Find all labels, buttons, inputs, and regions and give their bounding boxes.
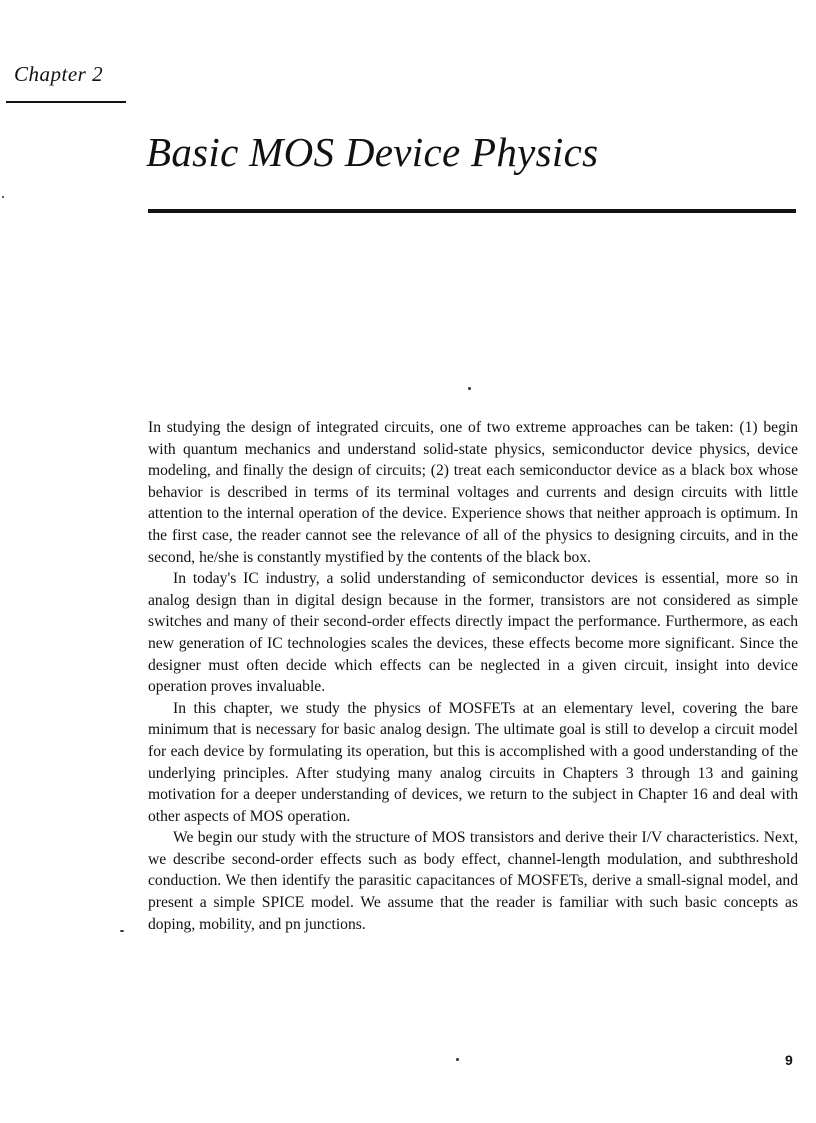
chapter-label: Chapter 2 bbox=[14, 62, 104, 86]
body-text bbox=[148, 417, 798, 935]
paragraph-3: In this chapter, we study the physics of MOSFETs at an elementary level, covering the bare minimum that is necessary for basic analog design. The ultimate goal is still to develop a circuit model for each device by formulating its operation, but this is accomplished with a good understanding of the underlying principles. After studying many analog circuits in Chapters 3 through 13 and gaining motivation for a deeper understanding of devices, we return to the subject in Chapter 16 and deal with other aspects of MOS operation. bbox=[148, 699, 798, 825]
scan-speck bbox=[120, 930, 124, 932]
page-number: 9 bbox=[785, 1052, 793, 1068]
chapter-label-rule bbox=[6, 101, 126, 103]
chapter-title: Basic MOS Device Physics bbox=[146, 129, 599, 175]
paragraph-1: In studying the design of integrated circuits, one of two extreme approaches can be taken: (1) begin with quantum mechanics and understand solid-state physics, semiconductor device physics, device modeling, and finally the design of circuits; (2) treat each semiconductor device as a black box whose behavior is described in terms of its terminal voltages and currents and design circuits with little attention to the internal operation of the device. Experience shows that neither approach is optimum. In the first case, the reader cannot see the relevance of all of the physics to designing circuits, and in the second, he/she is constantly mystified by the contents of the black box. bbox=[148, 419, 798, 566]
scan-speck bbox=[2, 196, 4, 198]
paragraph-4: We begin our study with the structure of MOS transistors and derive their I/V characteristics. Next, we describe second-order effects such as body effect, channel-length modulation, and subthreshold conduction. We then identify the parasitic capacitances of MOSFETs, derive a small-signal model, and present a simple SPICE model. We assume that the reader is familiar with such basic concepts as doping, mobility, and pn junctions. bbox=[148, 829, 798, 933]
paragraph-2: In today's IC industry, a solid understanding of semiconductor devices is essential, more so in analog design than in digital design because in the former, transistors are not considered as simple switches and many of their second-order effects directly impact the performance. Furthermore, as each new generation of IC technologies scales the devices, these effects become more significant. Since the designer must often decide which effects can be neglected in a given circuit, insight into device operation proves invaluable. bbox=[148, 570, 798, 696]
scan-speck bbox=[468, 387, 471, 390]
title-rule bbox=[148, 209, 796, 213]
scan-speck bbox=[456, 1058, 459, 1061]
